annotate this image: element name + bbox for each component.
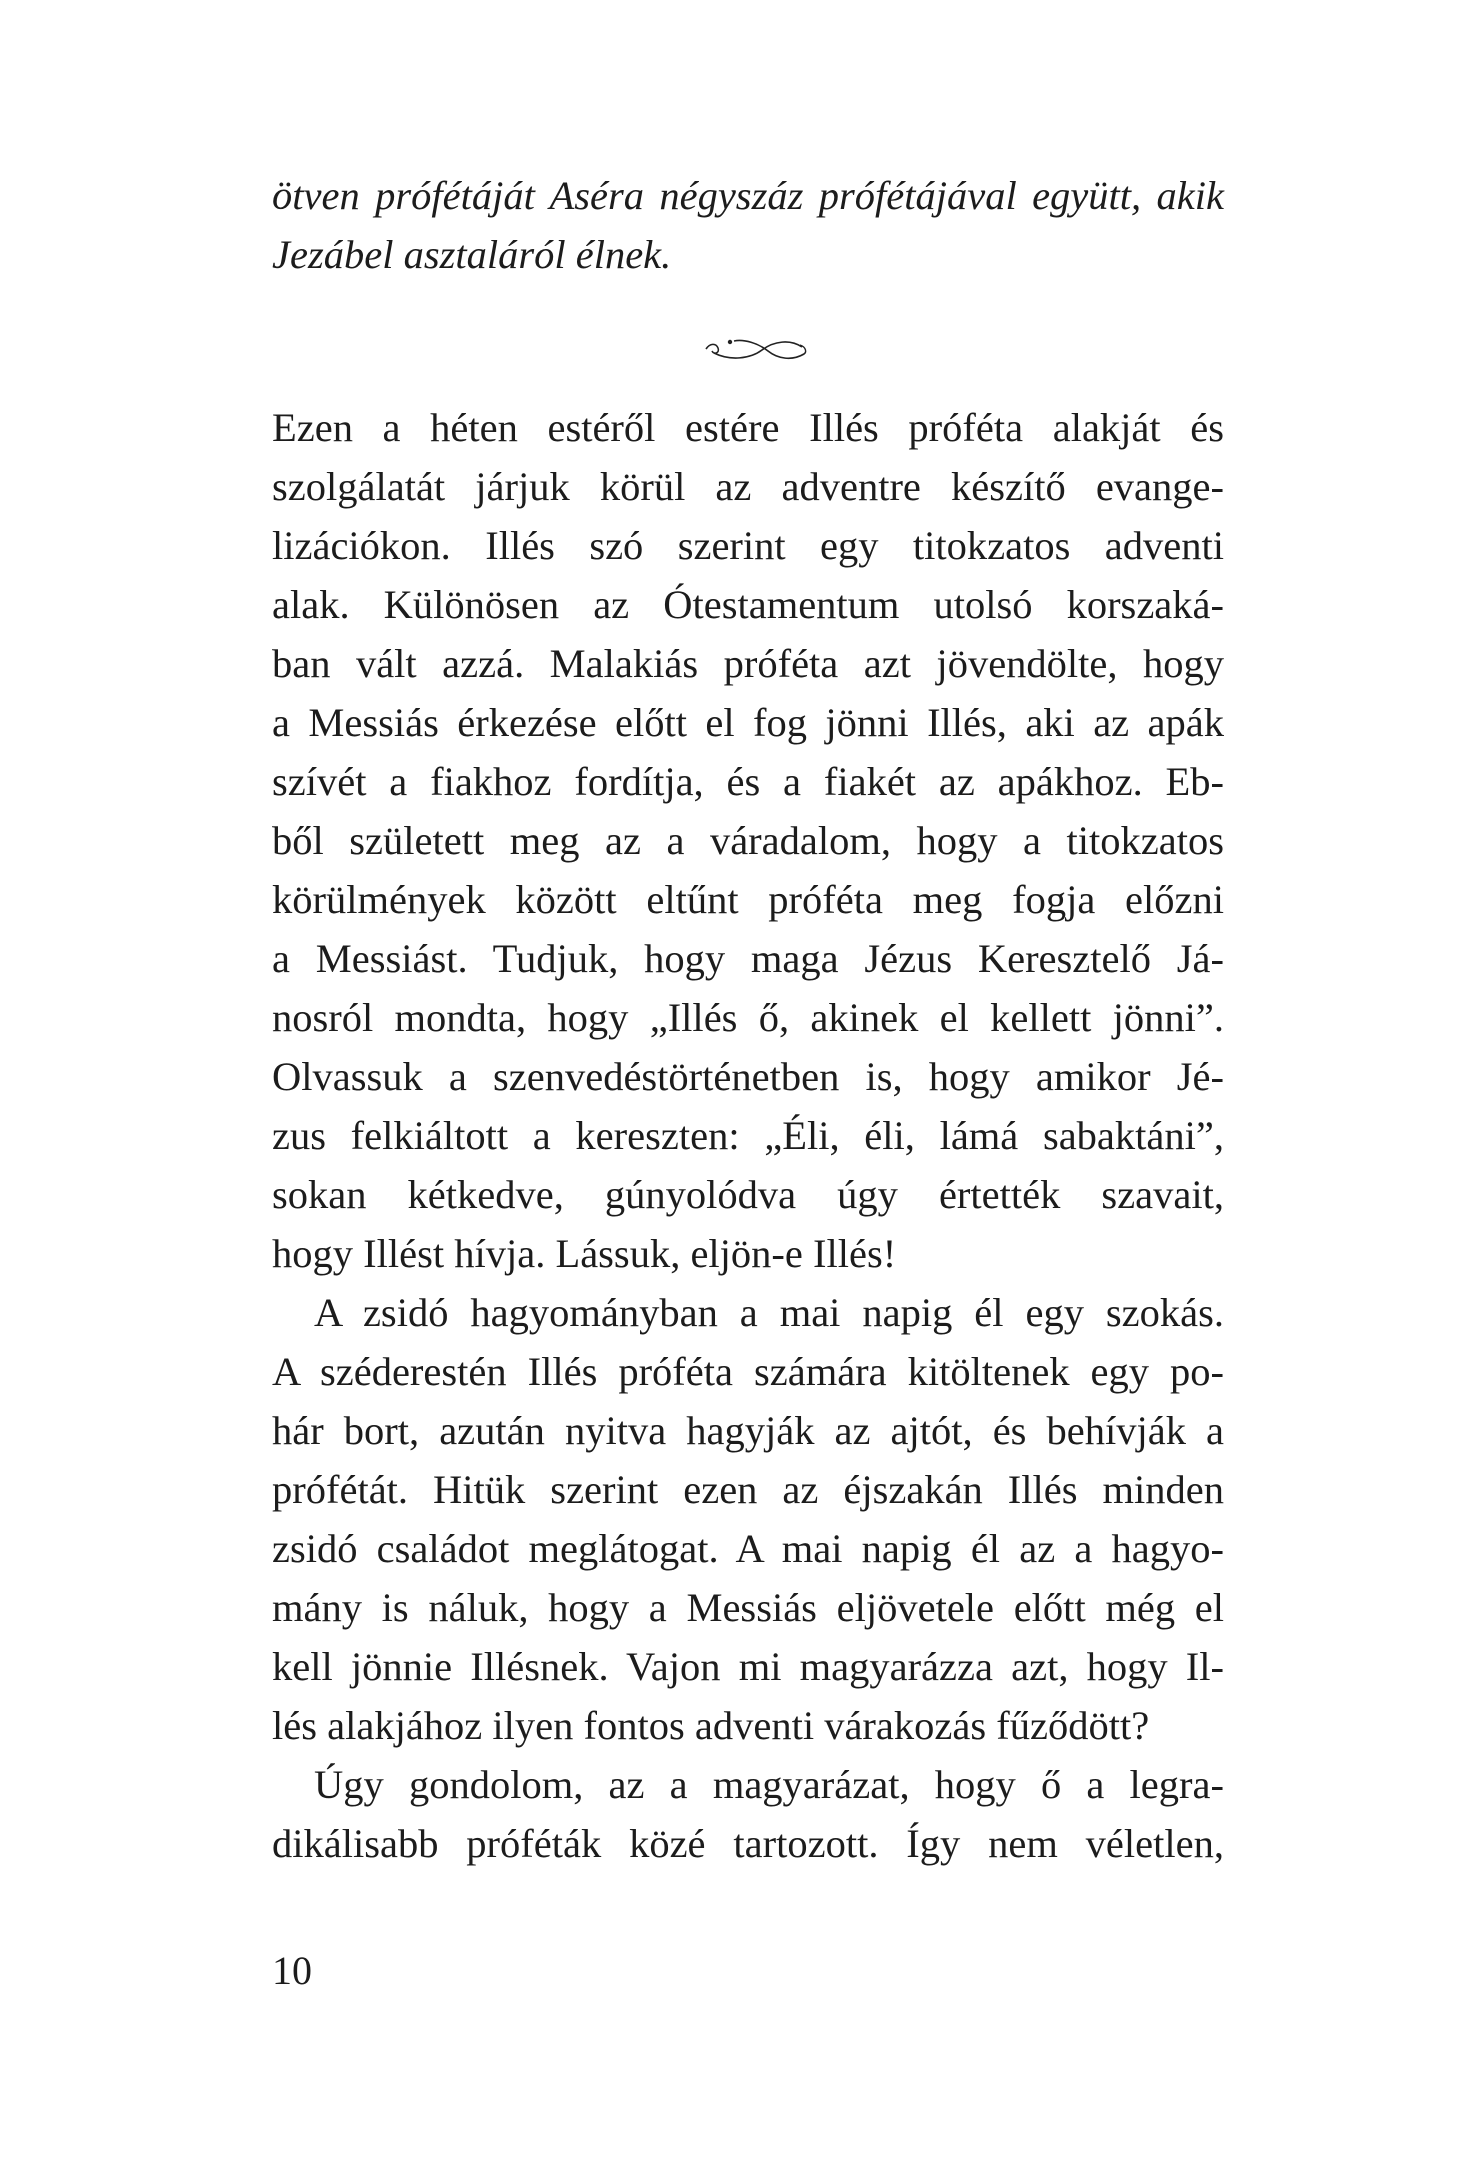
text-line: a Messiást. Tudjuk, hogy maga Jézus Keresztelő Já-	[272, 936, 1224, 981]
text-line: ből született meg az a váradalom, hogy a titokzatos	[272, 818, 1224, 863]
body-text	[272, 398, 1224, 1873]
text-line: mány is náluk, hogy a Messiás eljövetele előtt még el	[272, 1585, 1224, 1630]
text-line: zsidó családot meglátogat. A mai napig él az a hagyo-	[272, 1526, 1224, 1571]
text-line: zus felkiáltott a kereszten: „Éli, éli, lámá sabaktáni”,	[272, 1113, 1224, 1158]
text-line: A zsidó hagyományban a mai napig él egy szokás.	[314, 1290, 1224, 1335]
text-line: szívét a fiakhoz fordítja, és a fiakét az apákhoz. Eb-	[272, 759, 1224, 804]
text-line: lés alakjához ilyen fontos adventi várakozás fűződött?	[272, 1703, 1150, 1748]
text-line: hár bort, azután nyitva hagyják az ajtót, és behívják a	[272, 1408, 1224, 1453]
text-line: Jezábel asztaláról élnek.	[272, 232, 672, 277]
text-line: lizációkon. Illés szó szerint egy titokzatos adventi	[272, 523, 1224, 568]
text-line: Úgy gondolom, az a magyarázat, hogy ő a legra-	[314, 1762, 1224, 1807]
text-line: A széderestén Illés próféta számára kitöltenek egy po-	[272, 1349, 1224, 1394]
text-line: sokan kétkedve, gúnyolódva úgy értették szavait,	[272, 1172, 1224, 1217]
text-line: körülmények között eltűnt próféta meg fogja előzni	[272, 877, 1224, 922]
text-line: hogy Illést hívja. Lássuk, eljön-e Illés!	[272, 1231, 897, 1276]
text-line: nosról mondta, hogy „Illés ő, akinek el kellett jönni”.	[272, 995, 1224, 1040]
page-number: 10	[272, 1948, 312, 1993]
text-line: ban vált azzá. Malakiás próféta azt jövendölte, hogy	[272, 641, 1224, 686]
fleuron-divider-icon	[700, 333, 810, 367]
text-line: a Messiás érkezése előtt el fog jönni Illés, aki az apák	[272, 700, 1224, 745]
text-line: Ezen a héten estéről estére Illés próféta alakját és	[272, 405, 1224, 450]
text-line: alak. Különösen az Ótestamentum utolsó korszaká-	[272, 582, 1224, 627]
text-line: ötven prófétáját Aséra négyszáz prófétájával együtt, akik	[272, 173, 1224, 218]
text-line: Olvassuk a szenvedéstörténetben is, hogy amikor Jé-	[272, 1054, 1224, 1099]
text-line: szolgálatát járjuk körül az adventre készítő evange-	[272, 464, 1224, 509]
text-line: kell jönnie Illésnek. Vajon mi magyarázza azt, hogy Il-	[272, 1644, 1224, 1689]
text-line: prófétát. Hitük szerint ezen az éjszakán Illés minden	[272, 1467, 1224, 1512]
italic-quote-block	[272, 166, 1224, 284]
text-line: dikálisabb próféták közé tartozott. Így nem véletlen,	[272, 1821, 1224, 1866]
